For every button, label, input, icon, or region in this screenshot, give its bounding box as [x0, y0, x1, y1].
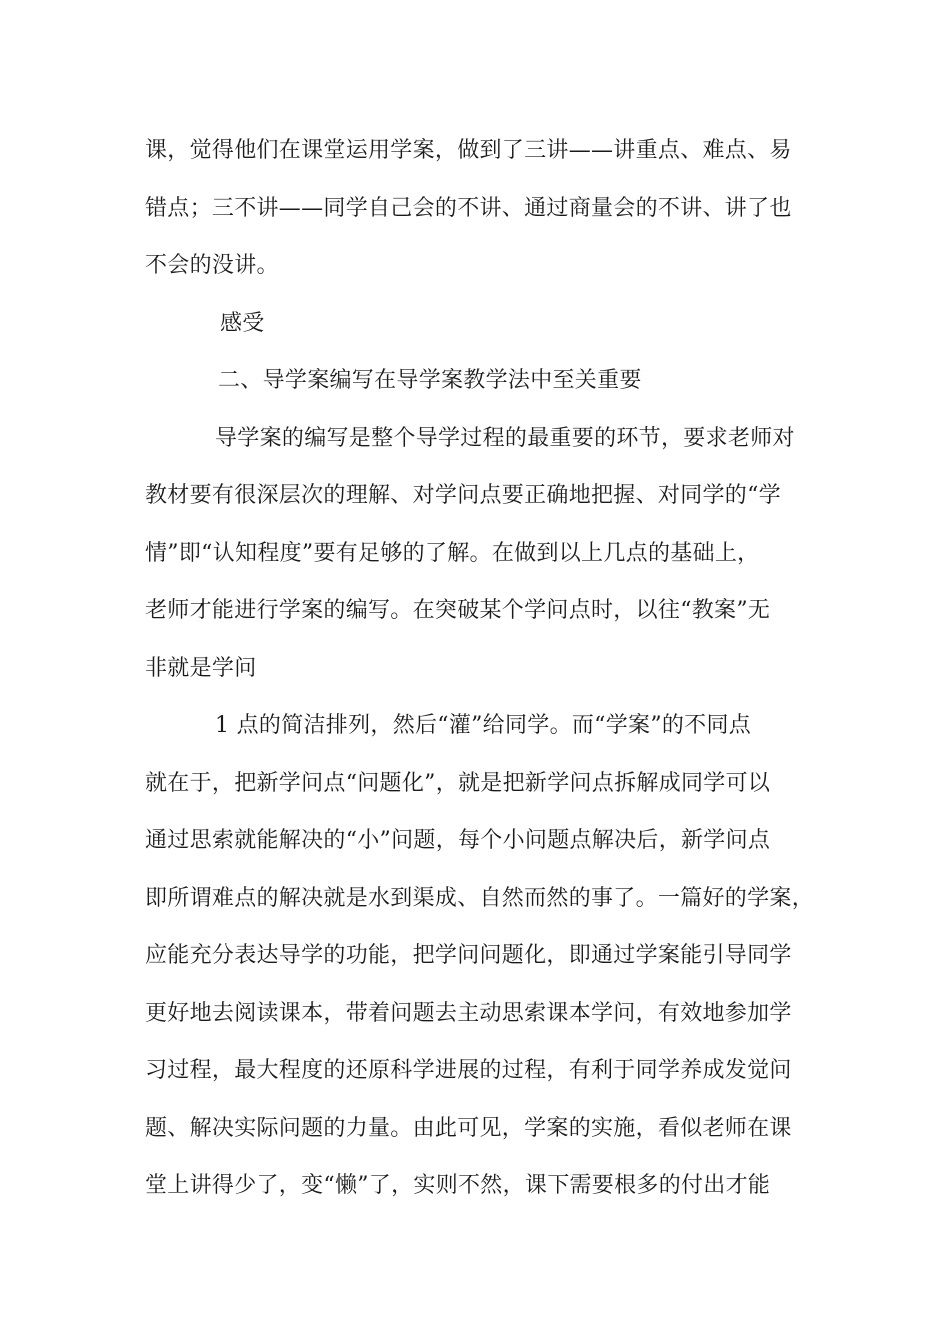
text-line: 即所谓难点的解决就是水到渠成、自然而然的事了。一篇好的学案， — [145, 886, 815, 911]
text-line: 不会的没讲。 — [145, 253, 279, 278]
text-line: 就在于，把新学问点“问题化”，就是把新学问点拆解成同学可以 — [145, 771, 771, 796]
text-line: 课，觉得他们在课堂运用学案，做到了三讲——讲重点、难点、易 — [145, 138, 792, 163]
text-line: 堂上讲得少了，变“懒”了，实则不然，课下需要根多的付出才能 — [145, 1173, 771, 1198]
text-line: 导学案的编写是整个导学过程的最重要的环节，要求老师对 — [215, 426, 795, 451]
text-line: 习过程，最大程度的还原科学进展的过程，有利于同学养成发觉问 — [145, 1058, 792, 1083]
text-line: 更好地去阅读课本，带着问题去主动思索课本学问，有效地参加学 — [145, 1001, 792, 1026]
text-line: 老师才能进行学案的编写。在突破某个学问点时，以往“教案”无 — [145, 598, 771, 623]
text-line: 通过思索就能解决的“小”问题，每个小问题点解决后，新学问点 — [145, 828, 771, 853]
text-line: 错点；三不讲——同学自己会的不讲、通过商量会的不讲、讲了也 — [145, 196, 792, 221]
text-line: 题、解决实际问题的力量。由此可见，学案的实施，看似老师在课 — [145, 1116, 792, 1141]
text-line: 非就是学问 — [145, 656, 257, 681]
text-line: 教材要有很深层次的理解、对学问点要正确地把握、对同学的“学 — [145, 483, 781, 508]
text-line: 1 点的简洁排列，然后“灌”给同学。而“学案”的不同点 — [215, 713, 752, 738]
section-heading: 感受 — [220, 311, 265, 336]
text-line: 情”即“认知程度”要有足够的了解。在做到以上几点的基础上， — [145, 541, 760, 566]
section-title: 二、导学案编写在导学案教学法中至关重要 — [218, 368, 642, 393]
text-line: 应能充分表达导学的功能，把学问问题化，即通过学案能引导同学 — [145, 943, 792, 968]
